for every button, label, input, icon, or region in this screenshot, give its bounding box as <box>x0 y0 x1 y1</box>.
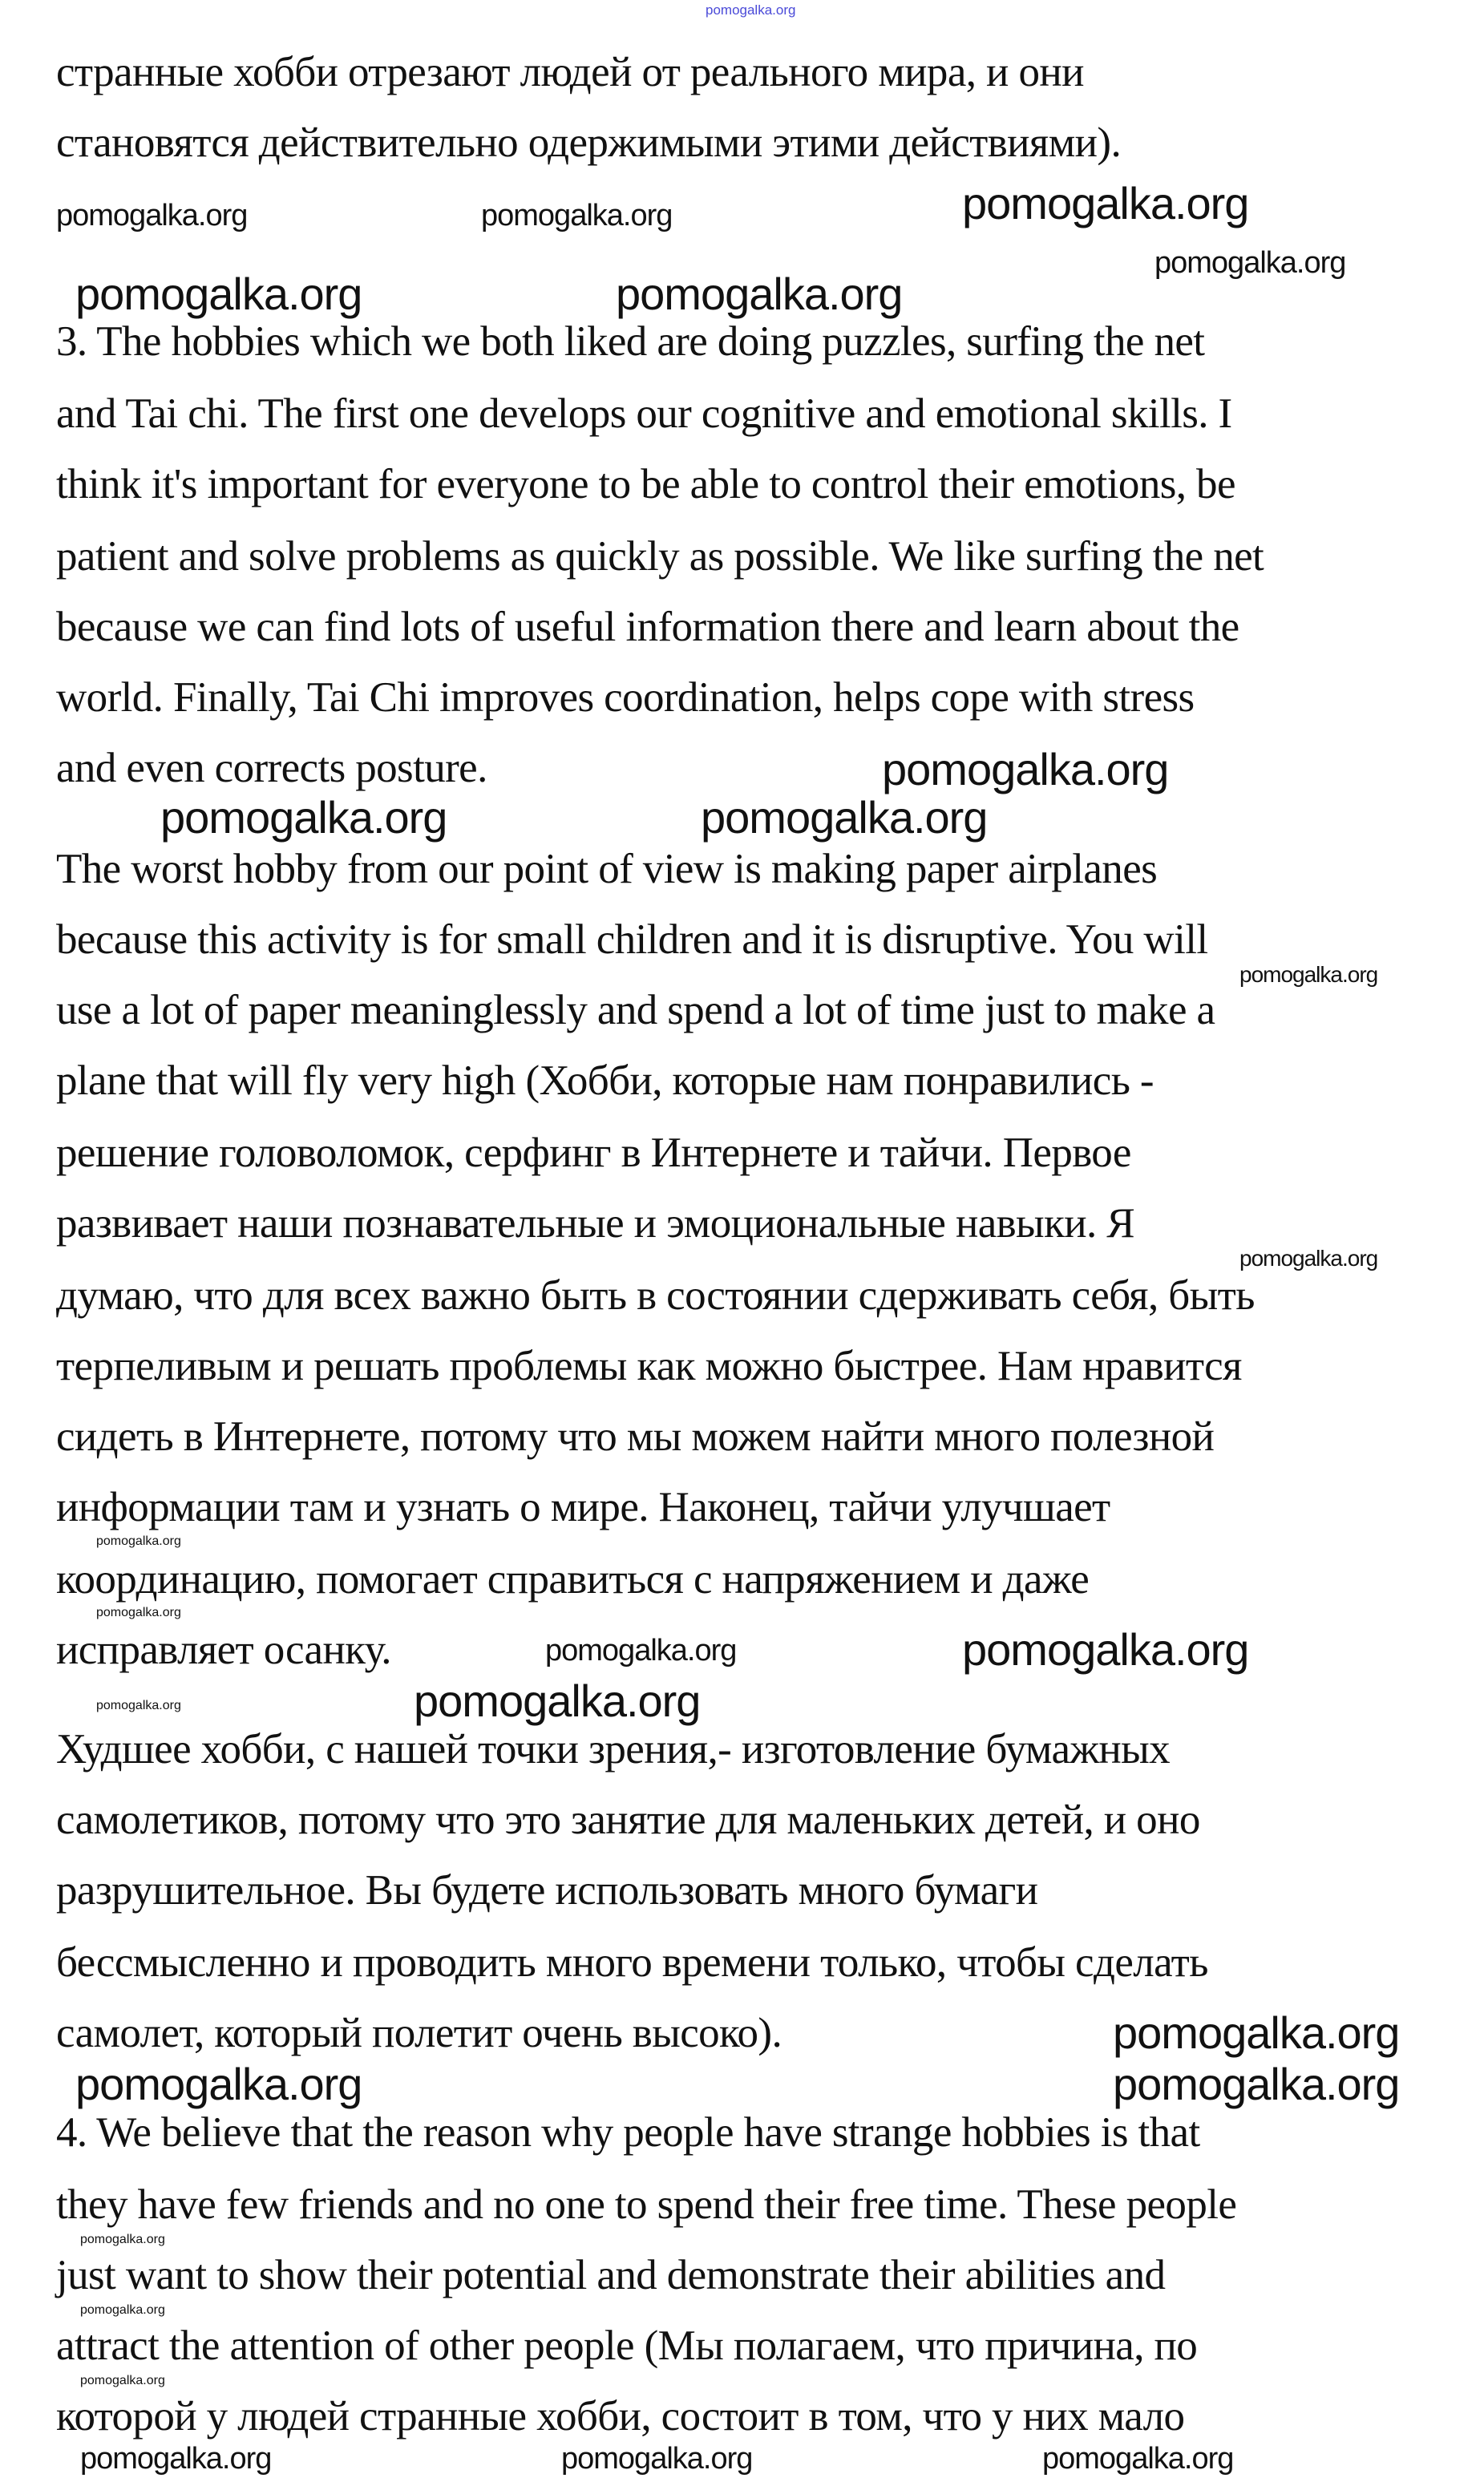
watermark: pomogalka.org <box>96 1534 181 1548</box>
watermark: pomogalka.org <box>481 199 673 232</box>
text-line: становятся действительно одержимыми этими действиями). <box>56 119 1122 166</box>
text-line: странные хобби отрезают людей от реального мира, и они <box>56 49 1084 95</box>
text-line: and Tai chi. The first one develops our cognitive and emotional skills. I <box>56 390 1232 437</box>
watermark: pomogalka.org <box>160 792 447 843</box>
text-line: которой у людей странные хобби, состоит в том, что у них мало <box>56 2393 1185 2440</box>
text-line: patient and solve problems as quickly as possible. We like surfing the net <box>56 533 1264 580</box>
watermark: pomogalka.org <box>1042 2442 1234 2476</box>
text-line: решение головоломок, серфинг в Интернете и тайчи. Первое <box>56 1130 1131 1176</box>
text-line: думаю, что для всех важно быть в состоянии сдерживать себя, быть <box>56 1272 1255 1319</box>
watermark: pomogalka.org <box>701 792 988 843</box>
watermark: pomogalka.org <box>80 2233 165 2246</box>
watermark: pomogalka.org <box>80 2303 165 2317</box>
text-line: plane that will fly very high (Хобби, которые нам понравились - <box>56 1057 1154 1104</box>
text-line: Худшее хобби, с нашей точки зрения,- изготовление бумажных <box>56 1726 1171 1773</box>
watermark: pomogalka.org <box>1113 2007 1400 2058</box>
watermark: pomogalka.org <box>616 269 903 319</box>
text-line: координацию, помогает справиться с напряжением и даже <box>56 1556 1090 1603</box>
text-line: because this activity is for small children and it is disruptive. You will <box>56 916 1208 963</box>
watermark: pomogalka.org <box>75 269 362 319</box>
watermark: pomogalka.org <box>1239 962 1378 987</box>
watermark: pomogalka.org <box>1239 1246 1378 1271</box>
text-line: 3. The hobbies which we both liked are doing puzzles, surfing the net <box>56 318 1205 365</box>
text-line: just want to show their potential and demonstrate their abilities and <box>56 2252 1166 2298</box>
watermark: pomogalka.org <box>561 2442 753 2476</box>
watermark: pomogalka.org <box>962 1624 1249 1675</box>
text-line: бессмысленно и проводить много времени только, чтобы сделать <box>56 1939 1208 1986</box>
watermark: pomogalka.org <box>962 178 1249 228</box>
text-line: сидеть в Интернете, потому что мы можем найти много полезной <box>56 1413 1215 1460</box>
watermark: pomogalka.org <box>56 199 248 232</box>
text-line: because we can find lots of useful information there and learn about the <box>56 604 1239 650</box>
text-line: разрушительное. Вы будете использовать много бумаги <box>56 1867 1038 1914</box>
text-line: исправляет осанку. <box>56 1627 391 1673</box>
watermark: pomogalka.org <box>96 1606 181 1619</box>
watermark: pomogalka.org <box>1154 246 1346 280</box>
text-line: самолетиков, потому что это занятие для маленьких детей, и оно <box>56 1797 1200 1843</box>
watermark: pomogalka.org <box>96 1699 181 1712</box>
text-line: use a lot of paper meaninglessly and spend a lot of time just to make a <box>56 987 1215 1033</box>
text-line: they have few friends and no one to spend their free time. These people <box>56 2181 1237 2228</box>
watermark: pomogalka.org <box>706 2 796 18</box>
text-line: think it's important for everyone to be able to control their emotions, be <box>56 461 1235 507</box>
text-line: терпеливым и решать проблемы как можно быстрее. Нам нравится <box>56 1343 1242 1389</box>
text-line: информации там и узнать о мире. Наконец, тайчи улучшает <box>56 1484 1110 1530</box>
text-line: world. Finally, Tai Chi improves coordination, helps cope with stress <box>56 674 1195 721</box>
watermark: pomogalka.org <box>80 2374 165 2387</box>
watermark: pomogalka.org <box>75 2059 362 2109</box>
text-line: The worst hobby from our point of view is making paper airplanes <box>56 846 1158 892</box>
watermark: pomogalka.org <box>1113 2059 1400 2109</box>
text-line: развивает наши познавательные и эмоциональные навыки. Я <box>56 1200 1135 1247</box>
watermark: pomogalka.org <box>882 744 1169 794</box>
watermark: pomogalka.org <box>414 1676 701 1726</box>
text-line: attract the attention of other people (Мы полагаем, что причина, по <box>56 2322 1198 2369</box>
watermark: pomogalka.org <box>80 2442 272 2476</box>
text-line: самолет, который полетит очень высоко). <box>56 2010 782 2056</box>
watermark: pomogalka.org <box>545 1634 737 1667</box>
text-line: 4. We believe that the reason why people have strange hobbies is that <box>56 2109 1200 2156</box>
text-line: and even corrects posture. <box>56 745 487 791</box>
